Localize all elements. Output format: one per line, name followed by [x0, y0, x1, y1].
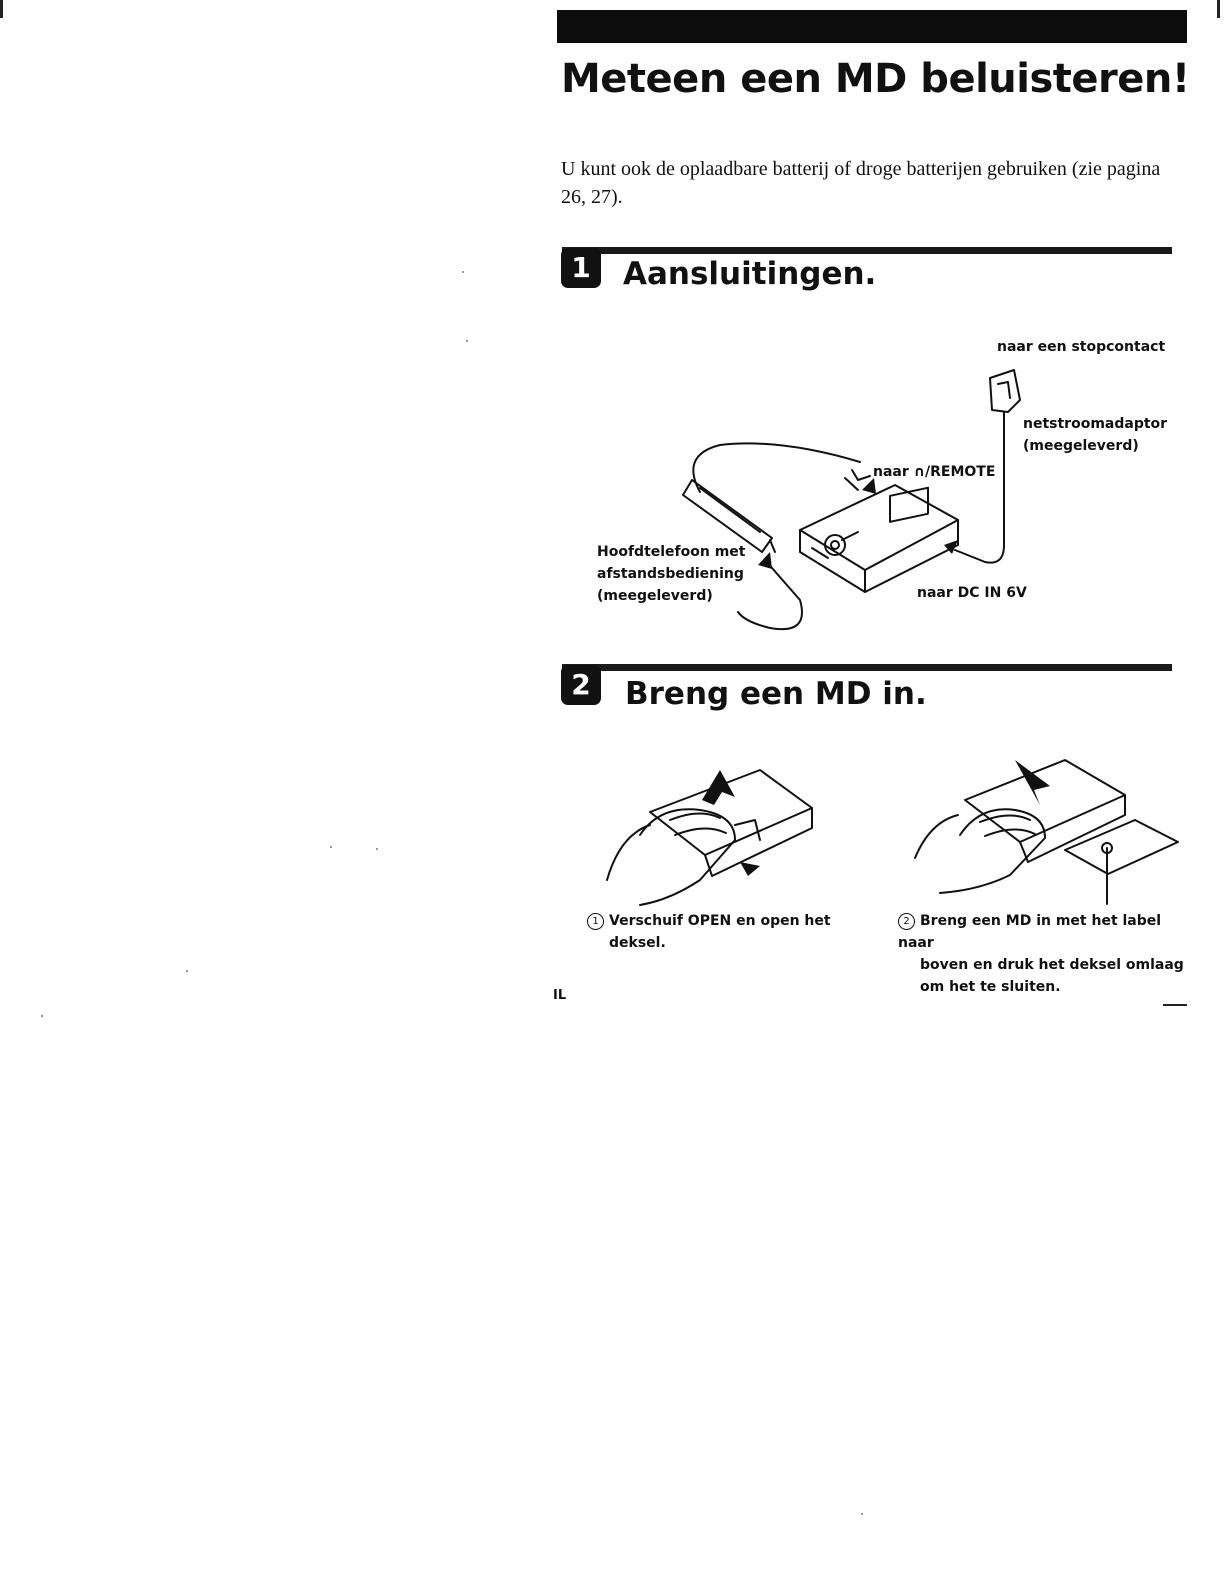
scan-speck	[330, 846, 332, 848]
label-headphones-line: afstandsbediening	[597, 566, 744, 582]
label-adaptor-line: netstroomadaptor	[1023, 416, 1168, 432]
label-headphones-line: Hoofdtelefoon met	[597, 544, 746, 560]
arrow-open-lid	[702, 770, 735, 805]
scan-speck	[861, 1513, 863, 1515]
caption-number: 2	[898, 913, 915, 930]
caption-step-2-2	[898, 910, 1198, 998]
scan-speck	[41, 1015, 43, 1017]
caption-line: Verschuif OPEN en open het	[609, 913, 831, 929]
page-dash	[1163, 1004, 1187, 1006]
label-outlet: naar een stopcontact	[997, 339, 1166, 355]
page-marker: IL	[553, 988, 567, 1003]
scan-speck	[462, 271, 464, 273]
intro-text: U kunt ook de oplaadbare batterij of droge batterijen gebruiken (zie pagina 26, 27).	[561, 158, 1161, 208]
label-headphones-line: (meegeleverd)	[597, 588, 713, 604]
caption-line: deksel.	[609, 935, 666, 951]
step-1-badge: 1	[561, 248, 601, 288]
label-remote-jack: naar ∩/REMOTE	[873, 464, 996, 480]
caption-step-2-1	[587, 910, 847, 954]
insert-disc-illustration	[915, 760, 1178, 904]
caption-line: Breng een MD in met het label naar	[898, 913, 1162, 951]
page-title: Meteen een MD beluisteren!	[561, 56, 1190, 102]
scan-speck	[186, 970, 188, 972]
caption-line: boven en druk het deksel omlaag	[920, 957, 1184, 973]
label-dc-in: naar DC IN 6V	[917, 585, 1027, 601]
step-2-badge: 2	[561, 665, 601, 705]
step-1-heading: Aansluitingen.	[623, 256, 877, 292]
arrow-close-lid	[1015, 760, 1050, 805]
scan-speck	[466, 340, 468, 342]
label-adaptor-line: (meegeleverd)	[1023, 438, 1139, 454]
caption-number: 1	[587, 913, 604, 930]
scan-speck	[376, 848, 378, 850]
caption-line: om het te sluiten.	[920, 979, 1061, 995]
step-2-heading: Breng een MD in.	[625, 676, 927, 712]
arrow-slide-open	[740, 862, 760, 876]
